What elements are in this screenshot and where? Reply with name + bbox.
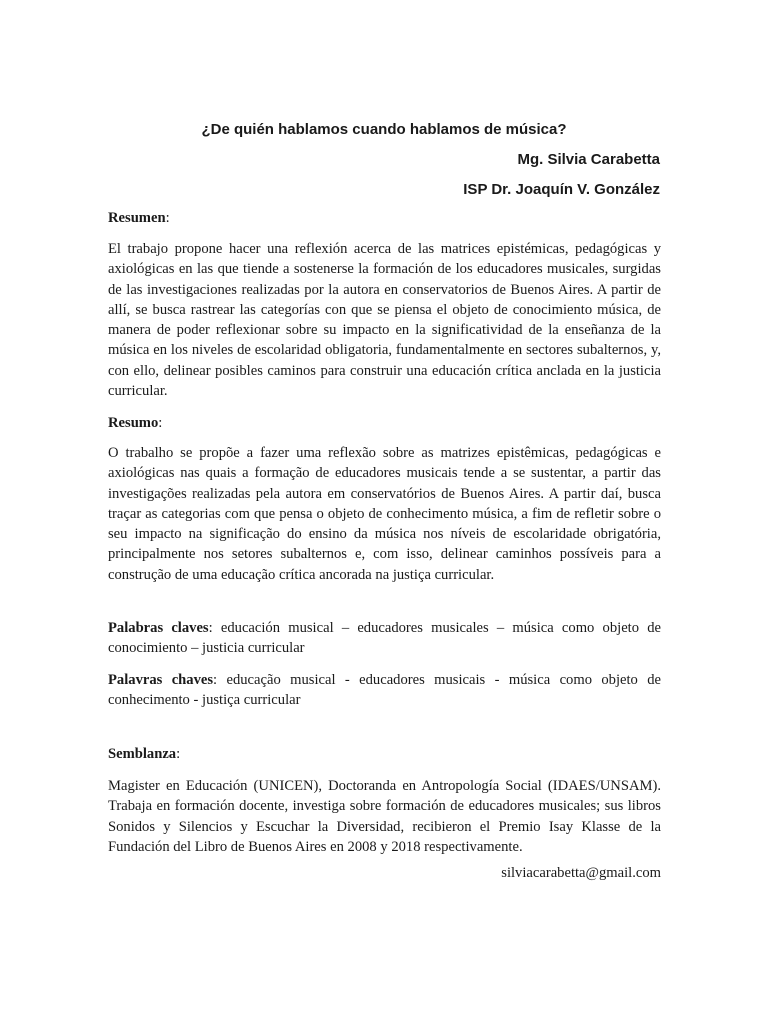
resumo-paragraph: O trabalho se propõe a fazer uma reflexão sobre as matrizes epistêmicas, pedagógicas e axiológicas nas quais a formação de educadores musicais tende a se sustentar, a partir das investigações realizadas pela autora em conservatórios de Buenos Aires. A partir daí, busca traçar as categorias com que pensa o objeto de conhecimento música, a fim de refletir sobre o seu impacto na significação do ensino da música nos níveis de escolaridade obrigatória, principalmente nos setores subalternos e, com isso, delinear caminhos possíveis para a construção de uma educação crítica ancorada na justiça curricular. (108, 445, 661, 583)
palavras-chaves-text: : educação musical - educadores musicais - música como objeto de conhecimento - justiça curricular (108, 672, 661, 709)
semblanza-heading (108, 746, 180, 763)
palabras-claves-text: : educación musical – educadores musicales – música como objeto de conocimiento – justicia curricular (108, 620, 661, 657)
palavras-chaves-label: Palavras chaves (108, 672, 214, 688)
semblanza-paragraph: Magister en Educación (UNICEN), Doctoranda en Antropología Social (IDAES/UNSAM). Trabaja en formación docente, investiga sobre formación de educadores musicales; sus libros Sonidos y Silencios y Escuchar la Diversidad, recibieron el Premio Isay Klasse de la Fundación del Libro de Buenos Aires en 2008 y 2018 respectivamente. (108, 778, 661, 855)
palavras-chaves-paragraph (108, 670, 661, 711)
author-institution: ISP Dr. Joaquín V. González (463, 181, 660, 198)
resumo-heading (108, 415, 162, 432)
document-title: ¿De quién hablamos cuando hablamos de música? (201, 121, 567, 138)
resumen-heading-colon: : (165, 210, 170, 226)
resumo-heading-colon: : (158, 415, 163, 431)
resumen-paragraph: El trabajo propone hacer una reflexión acerca de las matrices epistémicas, pedagógicas y axiológicas en las que tiende a sostenerse la formación de los educadores musicales, surgidas de las investigaciones realizadas por la autora en conservatorios de Buenos Aires. A partir de allí, se busca rastrear las categorías con que se piensa el objeto de conocimiento música, de manera de poder reflexionar sobre su impacto en la significatividad de la enseñanza de la música en los niveles de escolaridad obligatoria, fundamentalmente en sectores subalternos, y, con ello, delinear posibles caminos para construir una educación crítica anclada en la justicia curricular. (108, 241, 661, 400)
author-name: Mg. Silvia Carabetta (517, 151, 660, 168)
resumen-heading-label: Resumen (108, 210, 166, 226)
palabras-claves-paragraph (108, 618, 661, 659)
semblanza-heading-label: Semblanza (108, 746, 177, 762)
semblanza-heading-colon: : (176, 746, 181, 762)
palabras-claves-label: Palabras claves (108, 620, 209, 636)
resumen-heading (108, 210, 170, 227)
resumo-heading-label: Resumo (108, 415, 159, 431)
author-email: silviacarabetta@gmail.com (501, 865, 661, 881)
